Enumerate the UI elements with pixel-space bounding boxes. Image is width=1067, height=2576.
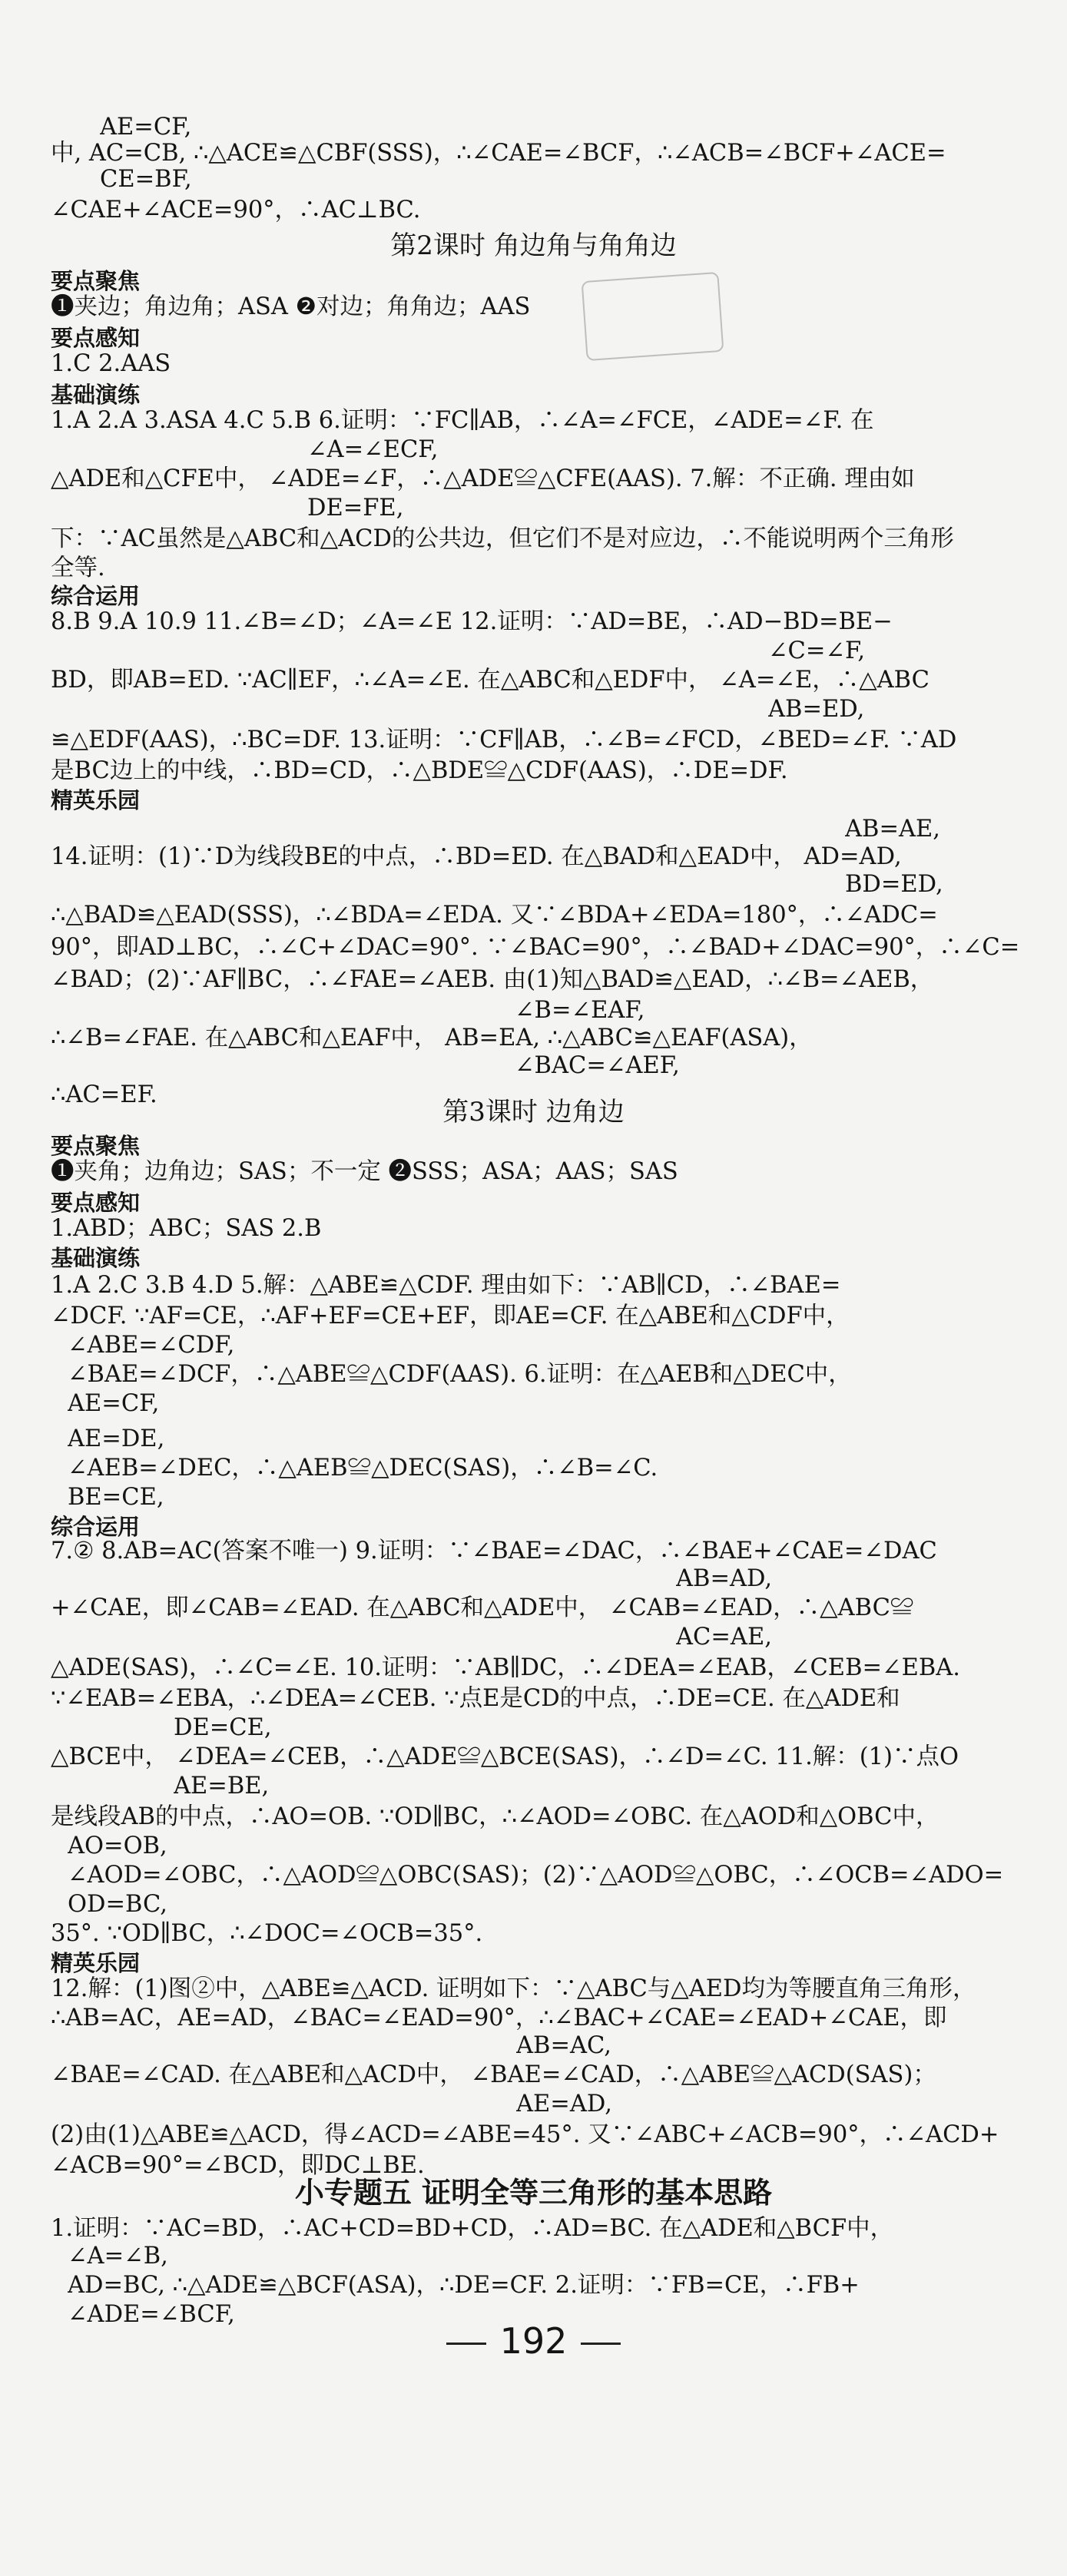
text-line: ∠C=∠F, [768,637,866,664]
text-line: ∴AC=EF. [51,1081,157,1108]
text-line: ∠BAE=∠DCF，∴△ABE≌△CDF(AAS). 6.证明：在△AEB和△DEC中， [68,1361,852,1388]
text-line: AE=CF, [68,1390,160,1417]
text-line: AB=AD, [676,1565,773,1592]
text-line: BD=ED, [845,871,943,898]
text-line: ∴AB=AC，AE=AD，∠BAC=∠EAD=90°，∴∠BAC+∠CAE=∠EAD+∠CAE，即 [51,2005,947,2031]
text-line: ∠BAC=∠AEF, [515,1052,680,1079]
text-line: 35°. ∵OD∥BC，∴∠DOC=∠OCB=35°. [51,1920,483,1947]
text-line: AE=BE, [174,1773,270,1800]
text-line: ∠CAE+∠ACE=90°，∴AC⊥BC. [51,197,421,223]
text-line: ≌△EDF(AAS)，∴BC=DF. 13.证明：∵CF∥AB，∴∠B=∠FCD，∠BED=∠F. ∵AD [51,727,957,753]
lesson-title: 第3课时 边角边 [442,1097,625,1127]
page-number [0,2318,1067,2364]
text-line: AE=DE, [68,1425,165,1452]
section-heading: 精英乐园 [51,787,141,813]
text-line: AB=AE, [845,816,940,843]
text-line: 中, AC=CB, ∴△ACE≌△CBF(SSS)，∴∠CAE=∠BCF，∴∠ACB=∠BCF+∠ACE= [51,140,946,167]
text-line: 8.B 9.A 10.9 11.∠B=∠D；∠A=∠E 12.证明：∵AD=BE，∴AD−BD=BE− [51,608,893,635]
text-line: BE=CE, [68,1484,164,1511]
section-heading: 基础演练 [51,1245,141,1271]
text-line: 1.A 2.A 3.ASA 4.C 5.B 6.证明：∵FC∥AB，∴∠A=∠FCE，∠ADE=∠F. 在 [51,407,874,434]
text-line: ∠ABE=∠CDF, [68,1332,235,1359]
section-heading: 综合运用 [51,1514,141,1540]
text-line: ∴△BAD≌△EAD(SSS)，∴∠BDA=∠EDA. 又∵∠BDA+∠EDA=180°，∴∠ADC= [51,902,938,929]
text-line: 1.证明：∵AC=BD，∴AC+CD=BD+CD，∴AD=BC. 在△ADE和△BCF中， [51,2215,894,2242]
text-line: CE=BF, [100,166,192,193]
text-line: 全等. [51,555,105,581]
text-line: 是BC边上的中线，∴BD=CD，∴△BDE≌△CDF(AAS)，∴DE=DF. [51,757,788,784]
text-line: △ADE(SAS)，∴∠C=∠E. 10.证明：∵AB∥DC，∴∠DEA=∠EAB，∠CEB=∠EBA. [51,1654,960,1681]
text-line: (2)由(1)△ABE≌△ACD，得∠ACD=∠ABE=45°. 又∵∠ABC+∠ACB=90°，∴∠ACD+ [51,2121,999,2148]
text-line: ∠AEB=∠DEC，∴△AEB≌△DEC(SAS)，∴∠B=∠C. [68,1455,658,1482]
text-line: ❶夹角；边角边；SAS；不一定 ❷SSS；ASA；AAS；SAS [51,1158,678,1185]
text-line: ❶夹边；角边角；ASA ❷对边；角角边；AAS [51,293,531,320]
text-line: ∠BAE=∠CAD. 在△ABE和△ACD中， ∠BAE=∠CAD，∴△ABE≌△ACD(SAS)； [51,2061,936,2088]
text-line: 是线段AB的中点，∴AO=OB. ∵OD∥BC，∴∠AOD=∠OBC. 在△AOD和△OBC中， [51,1803,939,1830]
page-number-text: 192 [499,2320,568,2362]
text-line: BD，即AB=ED. ∵AC∥EF，∴∠A=∠E. 在△ABC和△EDF中， ∠A=∠E，∴△ABC [51,667,930,694]
text-line: AO=OB, [68,1833,167,1859]
text-line: AB=ED, [768,696,865,723]
text-line: DE=CE, [174,1714,272,1741]
text-line: 1.C 2.AAS [51,350,171,377]
text-line: 7.② 8.AB=AC(答案不唯一) 9.证明：∵∠BAE=∠DAC，∴∠BAE+∠CAE=∠DAC [51,1538,937,1564]
section-heading: 精英乐园 [51,1950,141,1976]
dash-left [446,2343,486,2345]
text-line: ∠A=∠ECF, [307,436,439,463]
text-line: AE=AD, [516,2091,612,2117]
text-line: AC=AE, [676,1624,772,1651]
section-heading: 综合运用 [51,583,141,609]
text-line: ∴∠B=∠FAE. 在△ABC和△EAF中， AB=EA, ∴△ABC≌△EAF(ASA)， [51,1025,813,1051]
text-line: +∠CAE，即∠CAB=∠EAD. 在△ABC和△ADE中， ∠CAB=∠EAD，∴△ABC≌ [51,1594,914,1621]
text-line: ∵∠EAB=∠EBA，∴∠DEA=∠CEB. ∵点E是CD的中点，∴DE=CE. 在△ADE和 [51,1685,900,1712]
lesson-title: 第2课时 角边角与角角边 [390,230,677,261]
section-heading: 要点聚焦 [51,268,141,294]
text-line: △ADE和△CFE中， ∠ADE=∠F，∴△ADE≌△CFE(AAS). 7.解：不正确. 理由如 [51,465,915,492]
text-line: 1.ABD；ABC；SAS 2.B [51,1215,322,1242]
text-line: AB=AC, [516,2032,611,2059]
text-line: DE=FE, [307,495,404,521]
text-line: ∠DCF. ∵AF=CE，∴AF+EF=CE+EF，即AE=CF. 在△ABE和△CDF中， [51,1303,850,1329]
text-line: ∠AOD=∠OBC，∴△AOD≌△OBC(SAS)；(2)∵△AOD≌△OBC，∴∠OCB=∠ADO= [68,1862,1004,1889]
text-line: 90°，即AD⊥BC，∴∠C+∠DAC=90°. ∵∠BAC=90°，∴∠BAD+∠DAC=90°，∴∠C= [51,934,1020,961]
text-line: 下：∵AC虽然是△ABC和△ACD的公共边，但它们不是对应边，∴不能说明两个三角形 [51,525,954,552]
dash-right [581,2343,621,2345]
text-line: ∠A=∠B, [68,2243,168,2270]
text-line: ∠ACB=90°=∠BCD，即DC⊥BE. [51,2152,425,2179]
text-line: ∠B=∠EAF, [515,997,645,1024]
text-line: 12.解：(1)图②中，△ABE≌△ACD. 证明如下：∵△ABC与△AED均为等腰直角三角形， [51,1975,976,2002]
section-heading: 基础演练 [51,382,141,408]
section-heading: 要点感知 [51,1190,141,1216]
text-line: ∠BAD；(2)∵AF∥BC，∴∠FAE=∠AEB. 由(1)知△BAD≌△EAD，∴∠B=∠AEB， [51,966,934,993]
text-line: ∠ADE=∠BCF, [68,2301,235,2328]
section-heading: 要点感知 [51,325,141,351]
text-line: 1.A 2.C 3.B 4.D 5.解：△ABE≌△CDF. 理由如下：∵AB∥CD，∴∠BAE= [51,1272,841,1299]
text-line: AD=BC, ∴△ADE≌△BCF(ASA)，∴DE=CF. 2.证明：∵FB=CE，∴FB+ [68,2272,860,2299]
text-line: AE=CF, [100,114,192,141]
text-line: △BCE中， ∠DEA=∠CEB，∴△ADE≌△BCE(SAS)，∴∠D=∠C. 11.解：(1)∵点O [51,1743,959,1770]
text-line: 14.证明：(1)∵D为线段BE的中点，∴BD=ED. 在△BAD和△EAD中， AD=AD, [51,843,902,870]
topic-title: 小专题五 证明全等三角形的基本思路 [294,2175,773,2210]
text-line: OD=BC, [68,1891,167,1918]
section-heading: 要点聚焦 [51,1133,141,1159]
